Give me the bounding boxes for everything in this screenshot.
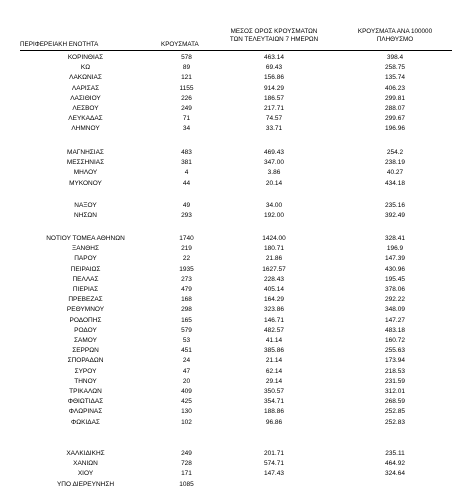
- region-cell: ΡΟΔΟΠΗΣ: [69, 316, 102, 324]
- cases-cell: 121: [181, 74, 192, 82]
- avg7-cell: 34.00: [265, 202, 283, 209]
- cases-cell: 24: [182, 357, 191, 365]
- cases-cell: 249: [181, 105, 192, 112]
- region-cell: ΣΕΡΡΩΝ: [72, 347, 99, 355]
- per100k-cell: 464.92: [385, 460, 405, 468]
- cases-cell: 171: [181, 470, 192, 478]
- header-cases: ΚΡΟΥΣΜΑΤΑ: [161, 41, 199, 48]
- avg7-cell: 1627.57: [262, 265, 286, 273]
- region-cell: ΛΑΣΙΘΙΟΥ: [70, 94, 101, 102]
- avg7-cell: 21.86: [265, 255, 283, 263]
- per100k-cell: 268.59: [385, 398, 405, 406]
- avg7-cell: 385.86: [264, 347, 284, 355]
- per100k-cell: 147.39: [385, 255, 405, 263]
- cases-cell: 451: [181, 347, 192, 355]
- per100k-cell: 299.81: [385, 94, 405, 102]
- avg7-cell: 188.86: [264, 408, 284, 416]
- region-cell: ΥΠΟ ΔΙΕΡΕΥΝΗΣΗ: [56, 480, 115, 488]
- cases-cell: 226: [181, 94, 192, 102]
- avg7-cell: 29.14: [265, 377, 283, 385]
- region-cell: ΚΟΡΙΝΘΙΑΣ: [67, 54, 104, 61]
- avg7-cell: 3.86: [267, 169, 281, 177]
- cases-cell: 47: [182, 367, 191, 375]
- cases-cell: 20: [182, 377, 191, 385]
- region-cell: ΠΑΡΟΥ: [74, 255, 97, 263]
- cases-cell: 34: [182, 125, 191, 133]
- cases-cell: 409: [181, 388, 192, 395]
- region-cell: ΠΕΛΛΑΣ: [72, 275, 99, 283]
- per100k-cell: 218.53: [385, 367, 405, 375]
- avg7-cell: 469.43: [264, 149, 284, 156]
- avg7-cell: 574.71: [264, 460, 284, 468]
- per100k-cell: 254.2: [386, 149, 404, 156]
- avg7-cell: 180.71: [264, 245, 284, 253]
- region-cell: ΜΥΚΟΝΟΥ: [69, 179, 102, 187]
- avg7-cell: 186.57: [264, 94, 284, 102]
- avg7-cell: 20.14: [265, 179, 283, 187]
- per100k-cell: 312.01: [385, 388, 405, 395]
- cases-cell: 1935: [179, 265, 194, 273]
- per100k-cell: 378.06: [385, 286, 405, 293]
- region-cell: ΦΛΩΡΙΝΑΣ: [68, 408, 103, 416]
- avg7-cell: 482.57: [264, 326, 284, 334]
- per100k-cell: 392.49: [385, 212, 405, 220]
- avg7-cell: 33.71: [265, 125, 283, 133]
- cases-cell: 89: [182, 64, 191, 72]
- avg7-cell: 164.29: [264, 296, 284, 304]
- region-cell: ΠΙΕΡΙΑΣ: [72, 286, 99, 293]
- region-cell: ΠΡΕΒΕΖΑΣ: [68, 296, 103, 304]
- cases-cell: 298: [181, 306, 192, 314]
- per100k-cell: 238.19: [385, 159, 405, 167]
- cases-cell: 71: [182, 115, 191, 123]
- region-cell: ΣΥΡΟΥ: [74, 367, 97, 375]
- cases-cell: 1740: [179, 235, 194, 242]
- cases-cell: 273: [181, 275, 192, 283]
- per100k-cell: 147.27: [385, 316, 405, 324]
- table-row: [0, 211, 470, 222]
- table-row: [0, 418, 470, 429]
- cases-cell: 728: [181, 460, 192, 468]
- region-cell: ΧΑΛΚΙΔΙΚΗΣ: [66, 450, 105, 457]
- avg7-cell: 62.14: [265, 367, 283, 375]
- cases-cell: 49: [182, 202, 191, 209]
- cases-cell: 53: [182, 337, 191, 344]
- avg7-cell: 463.14: [264, 54, 284, 61]
- region-cell: ΛΗΜΝΟΥ: [71, 125, 100, 133]
- cases-cell: 165: [181, 316, 192, 324]
- region-cell: ΤΗΝΟΥ: [74, 377, 97, 385]
- cases-cell: 22: [182, 255, 191, 263]
- avg7-cell: 74.57: [265, 115, 283, 123]
- cases-cell: 44: [182, 179, 191, 187]
- region-cell: ΡΕΘΥΜΝΟΥ: [66, 306, 105, 314]
- avg7-cell: 228.43: [264, 275, 284, 283]
- region-cell: ΛΕΣΒΟΥ: [72, 105, 99, 112]
- region-cell: ΠΕΙΡΑΙΩΣ: [70, 265, 101, 273]
- header-avg-line1: ΜΕΣΟΣ ΟΡΟΣ ΚΡΟΥΣΜΑΤΩΝ: [230, 28, 318, 35]
- avg7-cell: 192.00: [264, 212, 284, 220]
- cases-cell: 425: [181, 398, 192, 406]
- region-cell: ΣΠΟΡΑΔΩΝ: [67, 357, 104, 365]
- region-cell: ΡΟΔΟΥ: [74, 326, 97, 334]
- per100k-cell: 252.83: [385, 418, 405, 426]
- region-cell: ΤΡΙΚΑΛΩΝ: [69, 388, 102, 395]
- region-cell: ΜΗΛΟΥ: [73, 169, 98, 177]
- per100k-cell: 196.96: [385, 125, 405, 133]
- per100k-cell: 40.27: [386, 169, 404, 177]
- region-cell: ΧΑΝΙΩΝ: [73, 460, 98, 468]
- avg7-cell: 96.86: [265, 418, 283, 426]
- header-per100k-line2: ΠΛΗΘΥΣΜΟ: [376, 36, 414, 43]
- avg7-cell: 914.29: [264, 84, 284, 92]
- per100k-cell: 324.64: [385, 470, 405, 478]
- region-cell: ΜΕΣΣΗΝΙΑΣ: [66, 159, 105, 167]
- region-cell: ΝΗΣΩΝ: [74, 212, 97, 220]
- table-row: [0, 124, 470, 135]
- cases-cell: 249: [181, 450, 192, 457]
- per100k-cell: 252.85: [385, 408, 405, 416]
- per100k-cell: 255.63: [385, 347, 405, 355]
- region-cell: ΝΑΞΟΥ: [74, 202, 97, 209]
- per100k-cell: 196.9: [386, 245, 404, 253]
- cases-cell: 219: [181, 245, 192, 253]
- region-cell: ΣΑΜΟΥ: [74, 337, 97, 344]
- avg7-cell: 201.71: [264, 450, 284, 457]
- region-cell: ΦΘΙΩΤΙΔΑΣ: [67, 398, 104, 406]
- cases-cell: 4: [184, 169, 189, 177]
- cases-cell: 579: [181, 326, 192, 334]
- header-per100k-line1: ΚΡΟΥΣΜΑΤΑ ΑΝΑ 100000: [357, 28, 433, 35]
- region-cell: ΛΕΥΚΑΔΑΣ: [68, 115, 103, 123]
- avg7-cell: 347.00: [264, 159, 284, 167]
- cases-cell: 293: [181, 212, 192, 220]
- per100k-cell: 258.75: [385, 64, 405, 72]
- cases-cell: 1085: [179, 480, 194, 488]
- avg7-cell: 41.14: [265, 337, 283, 344]
- header-region: ΠΕΡΙΦΕΡΕΙΑΚΗ ΕΝΟΤΗΤΑ: [20, 41, 99, 48]
- region-cell: ΚΩ: [80, 64, 91, 72]
- cases-cell: 479: [181, 286, 192, 293]
- cases-cell: 130: [181, 408, 192, 416]
- cases-cell: 102: [181, 418, 192, 426]
- per100k-cell: 235.11: [385, 450, 405, 457]
- cases-cell: 381: [181, 159, 192, 167]
- per100k-cell: 398.4: [386, 54, 404, 61]
- region-cell: ΛΑΚΩΝΙΑΣ: [69, 74, 102, 82]
- avg7-cell: 69.43: [265, 64, 283, 72]
- per100k-cell: 299.67: [385, 115, 405, 123]
- per100k-cell: 160.72: [385, 337, 405, 344]
- table-row: [0, 179, 470, 190]
- per100k-cell: 434.18: [385, 179, 405, 187]
- per100k-cell: 173.94: [385, 357, 405, 365]
- table-row: [0, 480, 470, 491]
- per100k-cell: 348.09: [385, 306, 405, 314]
- avg7-cell: 217.71: [264, 105, 284, 112]
- region-cell: ΞΑΝΘΗΣ: [71, 245, 100, 253]
- cases-cell: 1155: [179, 84, 194, 92]
- per100k-cell: 483.18: [385, 326, 405, 334]
- cases-cell: 483: [181, 149, 192, 156]
- avg7-cell: 21.14: [265, 357, 283, 365]
- per100k-cell: 135.74: [385, 74, 405, 82]
- per100k-cell: 328.41: [385, 235, 405, 242]
- per100k-cell: 231.59: [385, 377, 405, 385]
- cases-cell: 168: [181, 296, 192, 304]
- cases-cell: 578: [181, 54, 192, 61]
- header-avg-line2: ΤΩΝ ΤΕΛΕΥΤΑΙΩΝ 7 ΗΜΕΡΩΝ: [229, 36, 319, 43]
- avg7-cell: 354.71: [264, 398, 284, 406]
- region-cell: ΧΙΟΥ: [77, 470, 94, 478]
- avg7-cell: 405.14: [264, 286, 284, 293]
- per100k-cell: 195.45: [385, 275, 405, 283]
- region-cell: ΜΑΓΝΗΣΙΑΣ: [67, 149, 104, 156]
- avg7-cell: 156.86: [264, 74, 284, 82]
- avg7-cell: 1424.00: [262, 235, 286, 242]
- per100k-cell: 406.23: [385, 84, 405, 92]
- avg7-cell: 350.57: [264, 388, 284, 395]
- avg7-cell: 146.71: [264, 316, 284, 324]
- per100k-cell: 430.96: [385, 265, 405, 273]
- region-cell: ΛΑΡΙΣΑΣ: [71, 84, 100, 92]
- per100k-cell: 292.22: [385, 296, 405, 304]
- per100k-cell: 288.07: [385, 105, 405, 112]
- per100k-cell: 235.16: [385, 202, 405, 209]
- region-cell: ΦΩΚΙΔΑΣ: [71, 418, 100, 426]
- avg7-cell: 147.43: [264, 470, 284, 478]
- avg7-cell: 323.86: [264, 306, 284, 314]
- region-cell: ΝΟΤΙΟΥ ΤΟΜΕΑ ΑΘΗΝΩΝ: [46, 235, 125, 242]
